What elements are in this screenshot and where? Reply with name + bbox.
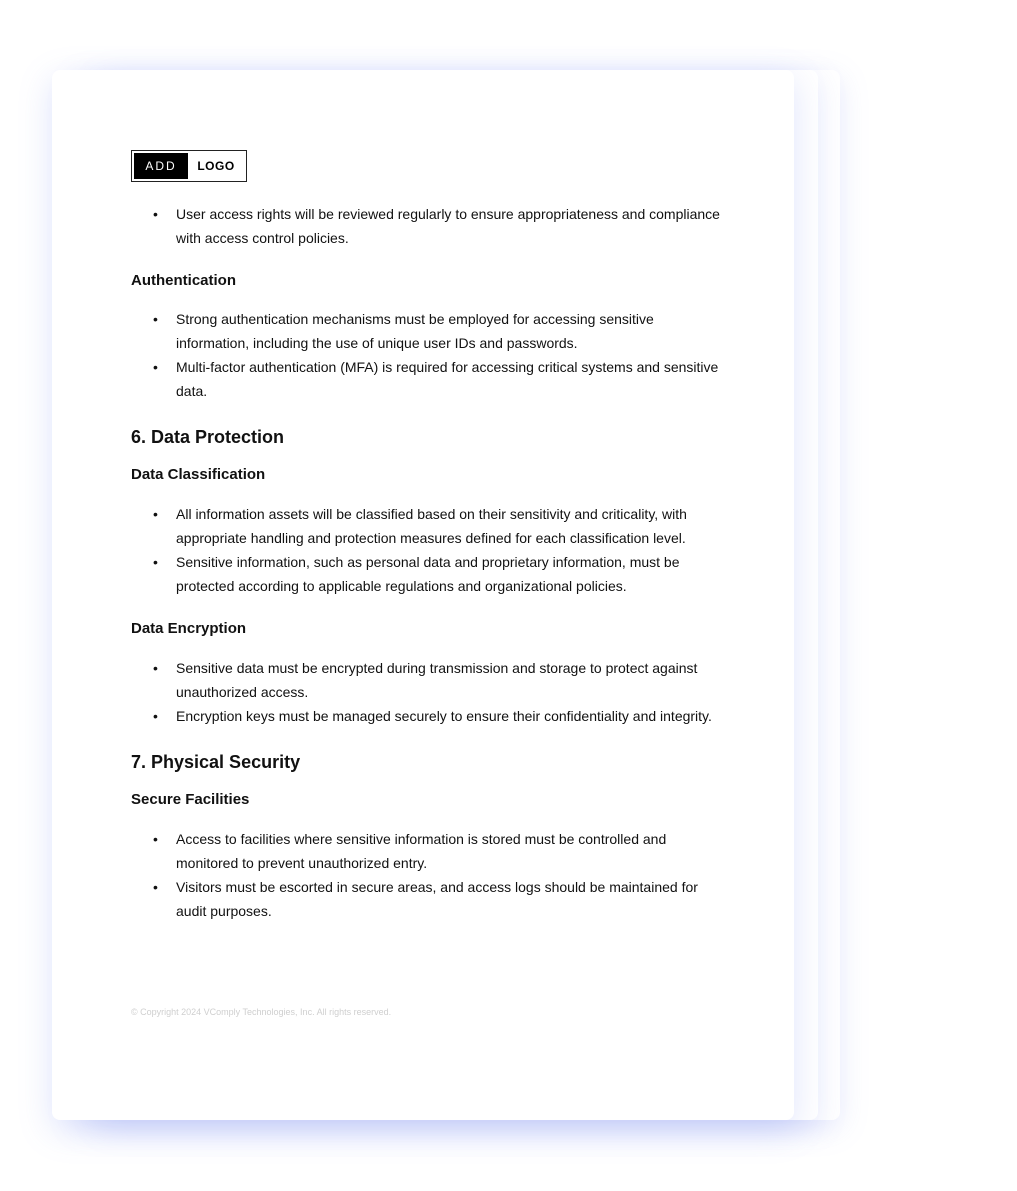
list-item: • Sensitive information, such as personal data and proprietary information, must be protected according to applicable regulations and organizational policies.	[131, 550, 721, 598]
list-item: • All information assets will be classified based on their sensitivity and criticality, with appropriate handling and protection measures defined for each classification level.	[131, 502, 721, 550]
data-encryption-list	[131, 656, 721, 728]
document-page	[52, 70, 794, 1120]
section-7-heading: 7. Physical Security	[131, 752, 301, 772]
list-item: • Multi-factor authentication (MFA) is required for accessing critical systems and sensitive data.	[131, 355, 721, 403]
list-item: • Sensitive data must be encrypted during transmission and storage to protect against unauthorized access.	[131, 656, 721, 704]
page-content	[131, 150, 721, 923]
section-6-heading: 6. Data Protection	[131, 427, 285, 447]
list-item: • Access to facilities where sensitive information is stored must be controlled and monitored to prevent unauthorized entry.	[131, 827, 721, 875]
list-item: • User access rights will be reviewed regularly to ensure appropriateness and compliance with access control policies.	[131, 202, 721, 250]
list-item: • Visitors must be escorted in secure areas, and access logs should be maintained for audit purposes.	[131, 875, 721, 923]
add-logo-placeholder	[131, 150, 247, 182]
data-classification-list	[131, 502, 721, 598]
copyright-footer: © Copyright 2024 VComply Technologies, Inc. All rights reserved.	[131, 1007, 392, 1017]
access-review-list	[131, 202, 721, 250]
list-item: • Encryption keys must be managed securely to ensure their confidentiality and integrity.	[131, 704, 721, 728]
authentication-heading: Authentication	[131, 272, 236, 289]
data-encryption-heading: Data Encryption	[131, 620, 247, 637]
secure-facilities-list	[131, 827, 721, 923]
logo-word-text: LOGO	[197, 159, 235, 173]
authentication-list	[131, 307, 721, 403]
list-item: • Strong authentication mechanisms must be employed for accessing sensitive information, including the use of unique user IDs and passwords.	[131, 307, 721, 355]
secure-facilities-heading: Secure Facilities	[131, 791, 250, 808]
data-classification-heading: Data Classification	[131, 466, 266, 483]
logo-add-text: ADD	[134, 153, 188, 179]
